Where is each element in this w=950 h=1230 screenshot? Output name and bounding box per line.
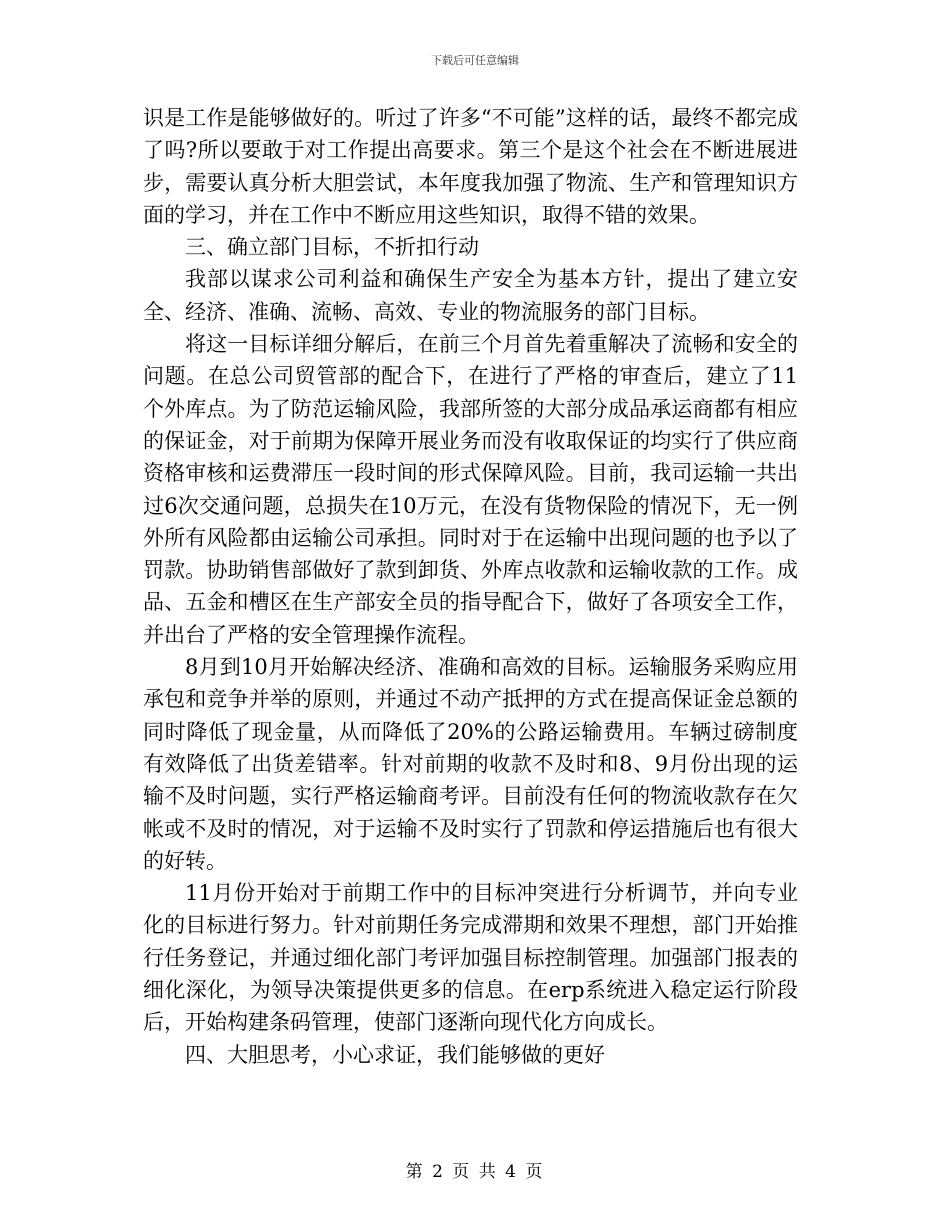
paragraph: 将这一目标详细分解后，在前三个月首先着重解决了流畅和安全的问题。在总公司贸管部的配合下，在进行了严格的审查后，建立了11个外库点。为了防范运输风险，我部所签的大部分成品承运商都有相应的保证金，对于前期为保障开展业务而没有收取保证的均实行了供应商资格审核和运费滞压一段时间的形式保障风险。目前，我司运输一共出过6次交通问题，总损失在10万元，在没有货物保险的情况下，无一例外所有风险都由运输公司承担。同时对于在运输中出现问题的也予以了罚款。协助销售部做好了款到卸货、外库点收款和运输收款的工作。成品、五金和槽区在生产部安全员的指导配合下，做好了各项安全工作，并出台了严格的安全管理操作流程。 xyxy=(143,332,798,647)
paragraph: 8月到10月开始解决经济、准确和高效的目标。运输服务采购应用承包和竞争并举的原则，并通过不动产抵押的方式在提高保证金总额的同时降低了现金量，从而降低了20%的公路运输费用。车辆过磅制度有效降低了出货差错率。针对前期的收款不及时和8、9月份出现的运输不及时问题，实行严格运输商考评。目前没有任何的物流收款存在欠帐或不及时的情况，对于运输不及时实行了罚款和停运措施后也有很大的好转。 xyxy=(143,655,798,873)
document-body xyxy=(143,102,798,1071)
section-heading-3: 三、确立部门目标，不折扣行动 xyxy=(185,235,479,260)
paragraph: 我部以谋求公司利益和确保生产安全为基本方针，提出了建立安全、经济、准确、流畅、高效、专业的物流服务的部门目标。 xyxy=(143,267,798,324)
page-header: 下载后可任意编辑 xyxy=(431,54,519,67)
section-heading-4: 四、大胆思考，小心求证，我们能够做的更好 xyxy=(185,1042,605,1067)
page-number: 第 2 页 共 4 页 xyxy=(405,1162,545,1182)
paragraph-continued: 识是工作是能够做好的。听过了许多“不可能”这样的话，最终不都完成了吗?所以要敢于对工作提出高要求。第三个是这个社会在不断进展进步，需要认真分析大胆尝试，本年度我加强了物流、生产和管理知识方面的学习，并在工作中不断应用这些知识，取得不错的效果。 xyxy=(143,106,798,227)
paragraph: 11月份开始对于前期工作中的目标冲突进行分析调节，并向专业化的目标进行努力。针对前期任务完成滞期和效果不理想，部门开始推行任务登记，并通过细化部门考评加强目标控制管理。加强部门报表的细化深化，为领导决策提供更多的信息。在erp系统进入稳定运行阶段后，开始构建条码管理，使部门逐渐向现代化方向成长。 xyxy=(143,881,798,1035)
